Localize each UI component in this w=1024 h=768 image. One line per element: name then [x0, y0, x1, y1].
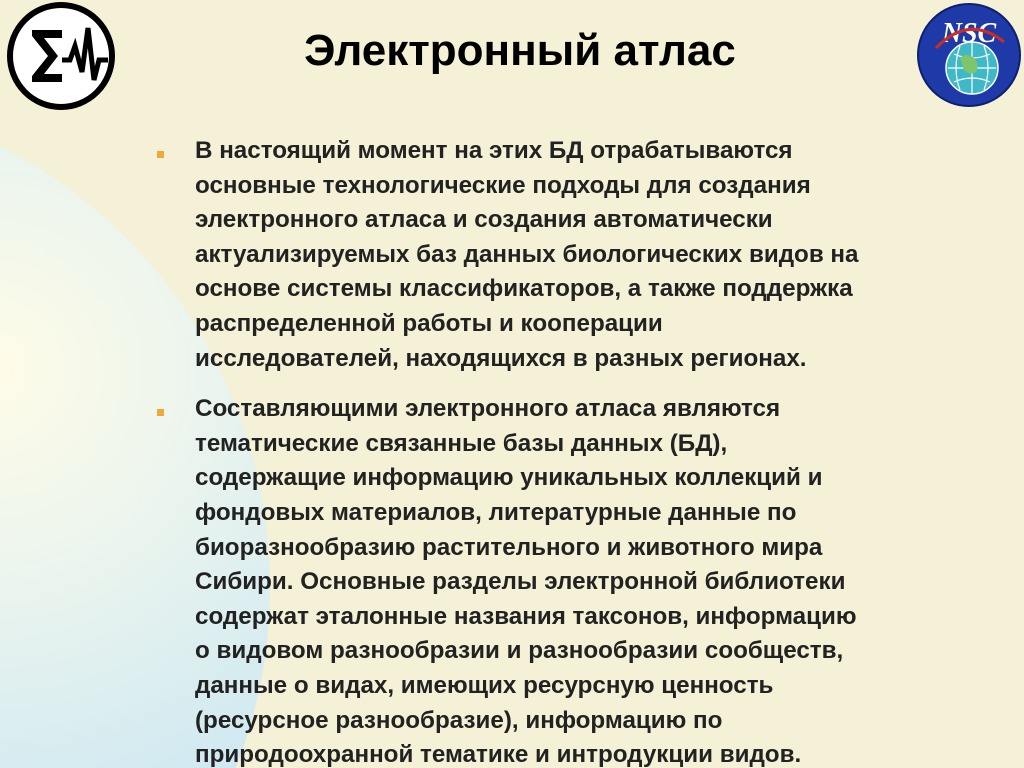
square-bullet-icon [157, 151, 164, 158]
bullet-text: Составляющими электронного атласа являются тематические связанные базы данных (БД), содержащие информацию уникальных коллекций и фондовых материалов, литературные данные по биоразнообразию растительного и животного мира Сибири. Основные разделы электронной библиотеки содержат эталонные названия таксонов, информацию о видовом разнообразии и разнообразии сообществ, данные о видах, имеющих ресурсную ценность (ресурсное разнообразие), информацию по природоохранной тематике и интродукции видов. [195, 395, 857, 768]
nsc-logo-text: NSC [941, 18, 997, 49]
bullet-text: В настоящий момент на этих БД отрабатываются основные технологические подходы для создания электронного атласа и создания автоматически актуализируемых баз данных биологических видов на основе системы классификаторов, а также поддержка распределенной работы и кооперации исследователей, находящихся в разных регионах. [195, 137, 859, 372]
page-title: Электронный атлас [304, 26, 736, 75]
square-bullet-icon [157, 409, 164, 416]
bullet-list [150, 134, 990, 768]
bullet-item [150, 134, 990, 376]
bullet-item [150, 392, 990, 768]
